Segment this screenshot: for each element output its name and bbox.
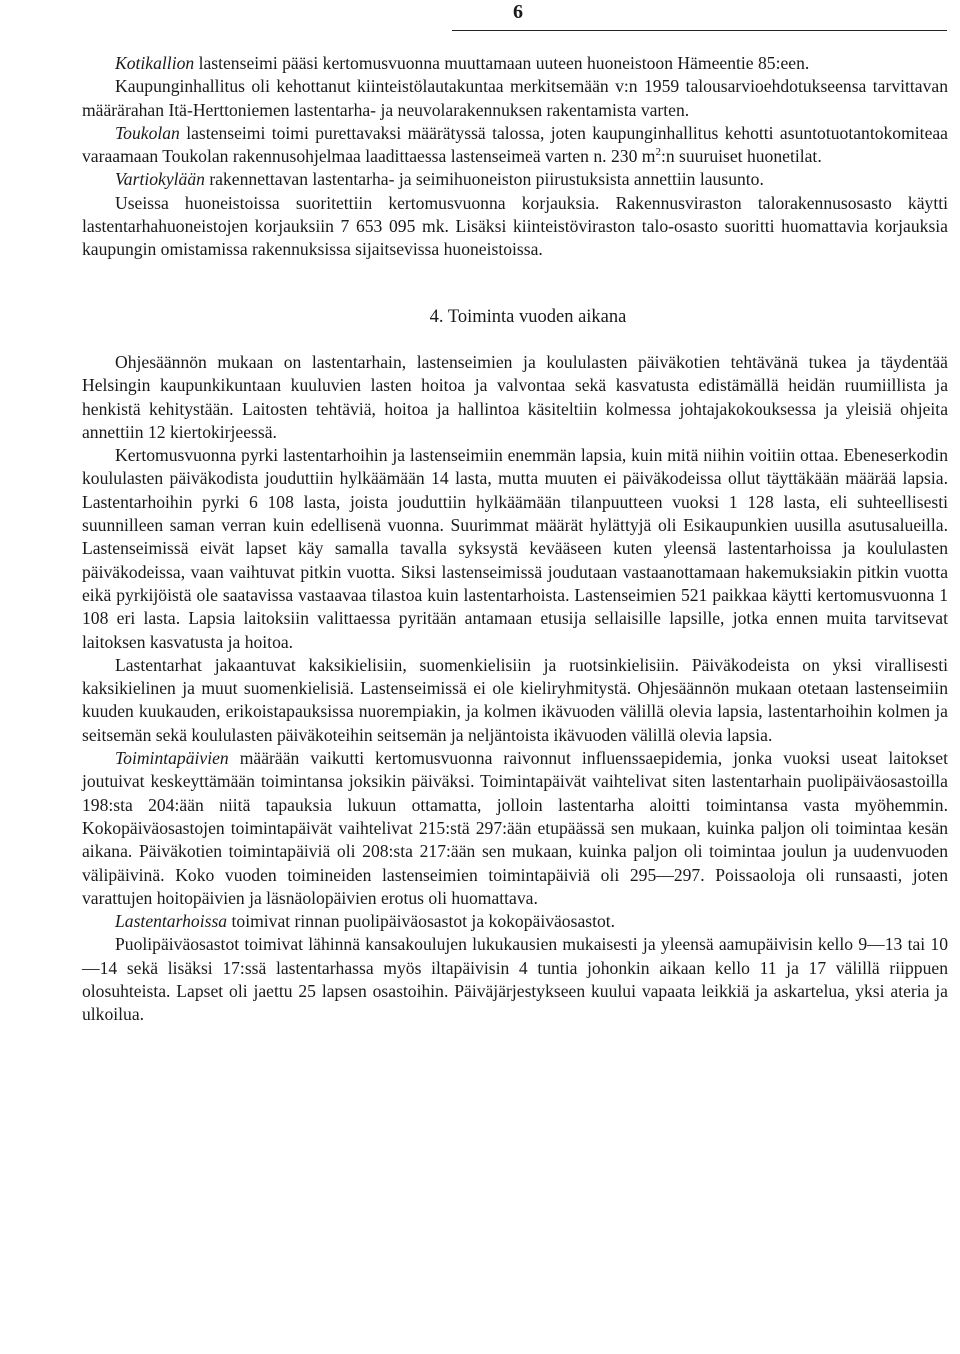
paragraph <box>82 168 948 191</box>
body-text <box>82 52 948 1027</box>
text-run: :n suuruiset huonetilat. <box>660 146 822 167</box>
paragraph <box>82 351 948 444</box>
text-run: Lastentarhat jakaantuvat kaksikielisiin, suomenkielisiin ja ruotsinkielisiin. Päiväkodeista on yksi virallisesti kaksikielinen ja muut suomenkielisiä. Lastenseimissä ei ole kieliryhmitystä. Ohjesäännön mukaan otetaan lastenseimiin kuuden kuukauden, erikoistapauksissa nuorempiakin, ja kolmen ikävuoden välillä olevia lapsia, lastentarhoihin kolmen ja seitsemän sekä koululasten päiväkoteihin seitsemän ja neljäntoista ikävuoden välillä olevia lapsia. <box>82 654 948 745</box>
italic-lead-term: Kotikallion <box>115 53 195 73</box>
text-run: Ohjesäännön mukaan on lastentarhain, lastenseimien ja koululasten päiväkotien tehtävänä tukea ja täydentää Helsingin kaupunkikuntaan kuuluvien lasten hoitoa ja valvontaa sekä kasvatusta edistämällä heidän ruumiillista ja henkistä kehitystään. Laitosten tehtäviä, hoitoa ja hallintoa käsiteltiin kolmessa johtajakokouksessa ja yleisiä ohjeita annettiin 12 kiertokirjeessä. <box>82 351 948 442</box>
text-run: lastenseimi toimi purettavaksi määrätyssä talossa, joten kaupunginhallitus kehotti asuntotuotantokomiteaa varaamaan Toukolan rakennusohjelmaa laadittaessa lastenseimeä varten n. 230 m <box>82 122 948 167</box>
paragraph <box>82 192 948 262</box>
superscript: 2 <box>655 146 661 159</box>
text-run: lastenseimi pääsi kertomusvuonna muuttamaan uuteen huoneistoon Hämeentie 85:een. <box>194 53 810 73</box>
paragraph <box>82 52 948 75</box>
text-run: toimivat rinnan puolipäiväosastot ja kokopäiväosastot. <box>227 911 616 932</box>
section-heading: 4. Toiminta vuoden aikana <box>429 306 627 327</box>
text-run: Kertomusvuonna pyrki lastentarhoihin ja lastenseimiin enemmän lapsia, kuin mitä niihin voitiin ottaa. Ebeneserkodin koululasten päiväkodista jouduttiin hylkäämään 14 lasta, mutta muuten ei päiväkodeissa ollut täyttäkään määrää lapsia. Lastentarhoihin pyrki 6 108 lasta, joista jouduttiin hylkäämään tilanpuutteen vuoksi 1 128 lasta, eli suhteellisesti suunnilleen saman verran kuin edellisenä vuonna. Suurimmat määrät hylättyjä oli Esikaupunkien uusilla asutusalueilla. Lastenseimissä eivät lapset käy samalla tavalla syksystä kevääseen kuten yleensä lastentarhoissa ja koululasten päiväkodeissa, vaan vaihtuvat pitkin vuotta. Siksi lastenseimissä joudutaan vastaanottamaan hakemuksiakin pitkin vuotta eikä pyrkijöistä ole saatavissa vastaavaa tilastoa kuin lastentarhoista. Lastenseimien 521 paikkaa käytti kertomusvuonna 1 108 eri lasta. Lapsia laitoksiin valittaessa pyritään antamaan etusija sellaisille lapsille, jotka ennen muita tarvitsevat laitoksen kasvatusta ja hoitoa. <box>82 445 948 652</box>
page-number: 6 <box>513 1 523 23</box>
paragraph <box>82 654 948 747</box>
text-run: Kaupunginhallitus oli kehottanut kiinteistölautakuntaa merkitsemään v:n 1959 talousarvioehdotukseensa tarvittavan määrärahan Itä-Herttoniemen lastentarha- ja neuvolarakennuksen rakentamista varten. <box>82 76 948 120</box>
italic-lead-term: Toimintapäivien <box>115 748 229 769</box>
text-run: Useissa huoneistoissa suoritettiin kertomusvuonna korjauksia. Rakennusviraston talorakennusosasto käytti lastentarhahuoneistojen korjauksiin 7 653 095 mk. Lisäksi kiinteistöviraston talo-osasto suoritti huomattavia korjauksia kaupungin omistamissa rakennuksissa sijaitsevissa huoneistoissa. <box>82 192 948 260</box>
text-run: rakennettavan lastentarha- ja seimihuoneiston piirustuksista annettiin lausunto. <box>204 169 764 190</box>
paragraph <box>82 910 948 933</box>
italic-lead-term: Lastentarhoissa <box>115 911 228 932</box>
header-rule <box>452 30 947 31</box>
paragraph <box>82 75 948 122</box>
text-run: määrään vaikutti kertomusvuonna raivonnut influenssaepidemia, jonka vuoksi useat laitokset joutuivat keskeyttämään toimintansa joksikin päiväksi. Toimintapäivät vaihtelivat siten lastentarhain puolipäiväosastoilla 198:sta 204:ään niitä tapauksia lukuun ottamatta, jolloin lastentarha aloitti toimintansa vasta myöhemmin. Kokopäiväosastojen toimintapäivät vaihtelivat 215:stä 297:ään etupäässä sen mukaan, kuinka paljon oli toimintaa kesän aikana. Päiväkotien toimintapäiviä oli 208:sta 217:ään sen mukaan, kuinka paljon oli toimintaa joulun ja uudenvuoden välipäivinä. Koko vuoden toimineiden lastenseimien toimintapäiviä oli 295—297. Poissaoloja oli runsaasti, joten varattujen hoitopäivien ja läsnäolopäivien erotus oli huomattava. <box>82 748 948 908</box>
italic-lead-term: Toukolan <box>115 122 180 143</box>
paragraph <box>82 122 948 169</box>
paragraph <box>82 933 948 1026</box>
italic-lead-term: Vartiokylään <box>115 169 205 190</box>
text-run: Puolipäiväosastot toimivat lähinnä kansakoulujen lukukausien mukaisesti ja yleensä aamupäivisin kello 9—13 tai 10—14 sekä lisäksi 17:ssä lastentarhassa myös iltapäivisin 4 tuntia johonkin aikaan kello 11 ja 17 välillä riippuen olosuhteista. Lapset oli jaettu 25 lapsen osastoihin. Päiväjärjestykseen kuului vapaata leikkiä ja askartelua, yksi ateria ja ulkoilua. <box>82 934 948 1025</box>
paragraph <box>82 444 948 654</box>
paragraph <box>82 747 948 910</box>
